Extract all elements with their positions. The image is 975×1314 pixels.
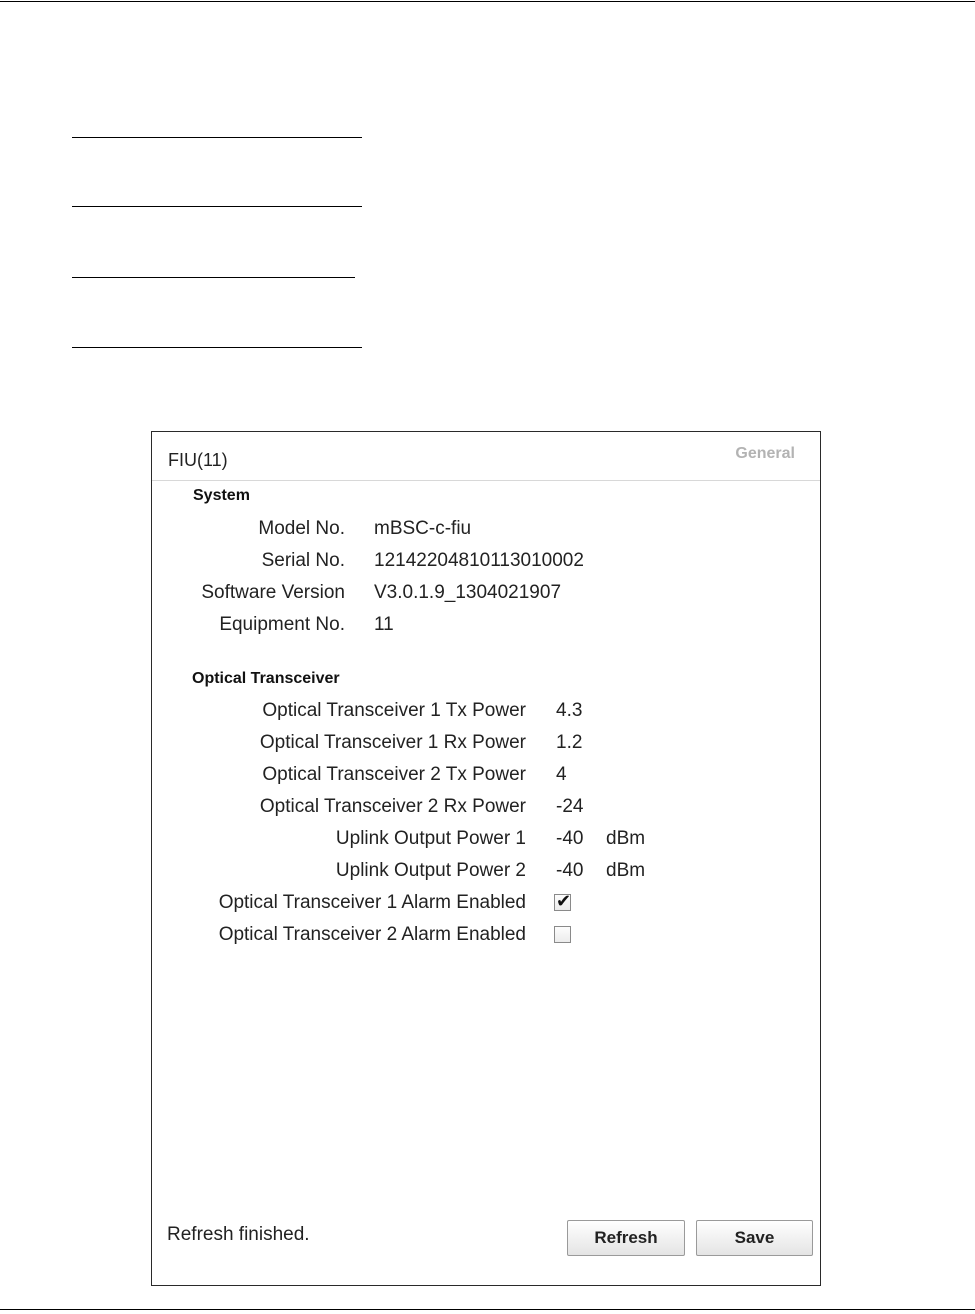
- blank-line-2: [72, 206, 362, 207]
- model-no-label: Model No.: [258, 518, 345, 539]
- serial-no-label: Serial No.: [261, 550, 345, 571]
- system-section-title: System: [193, 487, 250, 504]
- blank-line-1: [72, 137, 362, 138]
- status-message: Refresh finished.: [167, 1224, 310, 1245]
- save-button[interactable]: Save: [696, 1220, 813, 1256]
- ot1-tx-power-label: Optical Transceiver 1 Tx Power: [262, 700, 526, 721]
- checkmark-icon: ✔: [556, 891, 572, 911]
- blank-line-4: [72, 347, 362, 348]
- equipment-no-value: 11: [374, 614, 394, 635]
- refresh-button[interactable]: Refresh: [567, 1220, 685, 1256]
- ot1-alarm-enabled-checkbox[interactable]: [554, 891, 572, 911]
- blank-line-3: [72, 277, 355, 278]
- uplink-output-power-1-label: Uplink Output Power 1: [335, 828, 526, 849]
- equipment-no-label: Equipment No.: [219, 614, 345, 635]
- ot1-rx-power-label: Optical Transceiver 1 Rx Power: [259, 732, 526, 753]
- tab-general[interactable]: General: [735, 445, 795, 462]
- ot1-rx-power-value: 1.2: [556, 732, 583, 753]
- model-no-value: mBSC-c-fiu: [374, 518, 472, 539]
- uplink-output-power-1-value: -40: [556, 828, 584, 849]
- ot1-tx-power-value: 4.3: [556, 700, 583, 721]
- ot2-tx-power-label: Optical Transceiver 2 Tx Power: [262, 764, 526, 785]
- ot2-rx-power-label: Optical Transceiver 2 Rx Power: [259, 796, 526, 817]
- uplink-output-power-2-label: Uplink Output Power 2: [335, 860, 526, 881]
- software-version-label: Software Version: [201, 582, 345, 603]
- ot2-tx-power-value: 4: [556, 764, 567, 785]
- ot2-rx-power-value: -24: [556, 796, 584, 817]
- page-top-rule: [0, 1, 975, 2]
- uplink-output-power-2-unit: dBm: [606, 860, 646, 881]
- fiu-window: [151, 431, 821, 1286]
- uplink-output-power-1-unit: dBm: [606, 828, 646, 849]
- serial-no-value: 12142204810113010002: [374, 550, 584, 571]
- uplink-output-power-2-value: -40: [556, 860, 584, 881]
- software-version-value: V3.0.1.9_1304021907: [374, 582, 562, 603]
- page-bottom-rule: [0, 1309, 975, 1310]
- window-titlebar: [152, 432, 820, 481]
- ot1-alarm-enabled-label: Optical Transceiver 1 Alarm Enabled: [218, 892, 526, 913]
- ot2-alarm-enabled-label: Optical Transceiver 2 Alarm Enabled: [218, 924, 526, 945]
- ot2-alarm-enabled-checkbox[interactable]: [554, 926, 571, 943]
- optical-section-title: Optical Transceiver: [192, 670, 340, 687]
- window-title: FIU(11): [168, 450, 228, 470]
